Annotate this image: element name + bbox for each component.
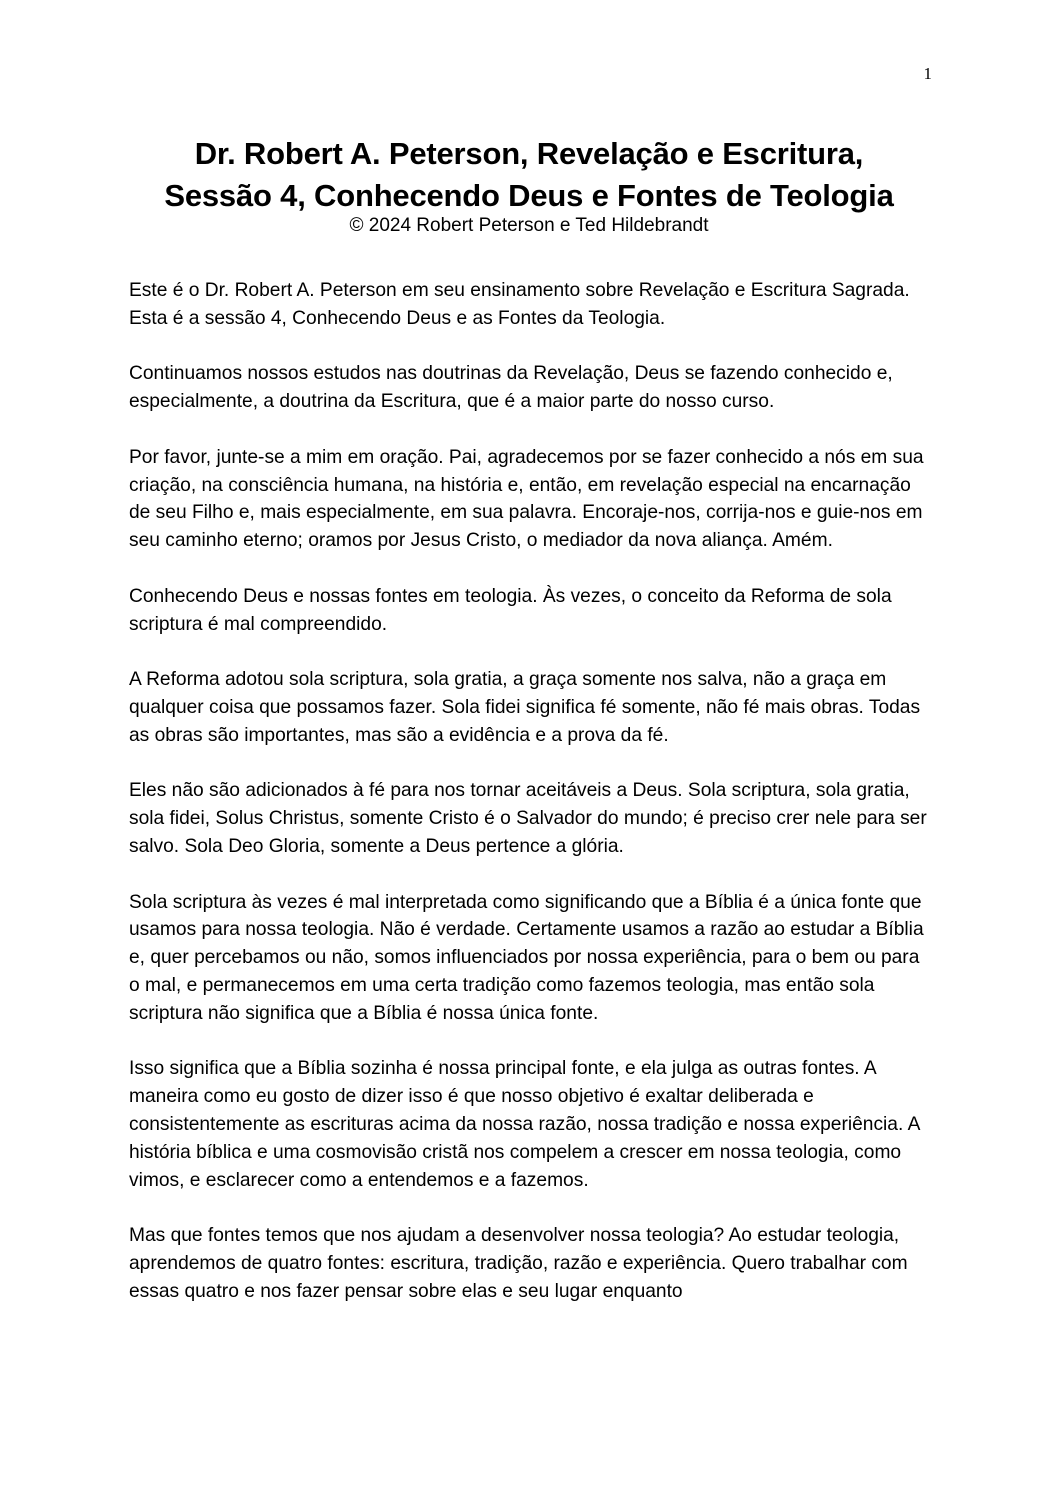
document-header [0,133,1058,239]
paragraph: Continuamos nossos estudos nas doutrinas da Revelação, Deus se fazendo conhecido e, especialmente, a doutrina da Escritura, que é a maior parte do nosso curso. [129,363,893,413]
paragraph: Eles não são adicionados à fé para nos tornar aceitáveis a Deus. Sola scriptura, sola gratia, sola fidei, Solus Christus, somente Cristo é o Salvador do mundo; é preciso crer nele para ser salvo. Sola Deo Gloria, somente a Deus pertence a glória. [129,780,927,857]
copyright-notice: © 2024 Robert Peterson e Ted Hildebrandt [349,215,709,236]
paragraph: Este é o Dr. Robert A. Peterson em seu ensinamento sobre Revelação e Escritura Sagrada. Esta é a sessão 4, Conhecendo Deus e as Fontes da Teologia. [129,280,910,329]
title-line-1: Dr. Robert A. Peterson, Revelação e Escritura, [194,136,864,171]
paragraph: Isso significa que a Bíblia sozinha é nossa principal fonte, e ela julga as outras fontes. A maneira como eu gosto de dizer isso é que nosso objetivo é exaltar deliberada e consistentemente as escrituras acima da nossa razão, nossa tradição e nossa experiência. A história bíblica e uma cosmovisão cristã nos compelem a crescer em nossa teologia, como vimos, e esclarecer como a entendemos e a fazemos. [129,1058,920,1191]
document-body [129,277,929,1333]
title-line-2: Sessão 4, Conhecendo Deus e Fontes de Teologia [164,178,894,213]
paragraph: A Reforma adotou sola scriptura, sola gratia, a graça somente nos salva, não a graça em qualquer coisa que possamos fazer. Sola fidei significa fé somente, não fé mais obras. Todas as obras são importantes, mas são a evidência e a prova da fé. [129,669,921,746]
paragraph: Conhecendo Deus e nossas fontes em teologia. Às vezes, o conceito da Reforma de sola scriptura é mal compreendido. [129,585,892,635]
paragraph: Sola scriptura às vezes é mal interpretada como significando que a Bíblia é a única fonte que usamos para nossa teologia. Não é verdade. Certamente usamos a razão ao estudar a Bíblia e, quer percebamos ou não, somos influenciados por nossa experiência, para o bem ou para o mal, e permanecemos em uma certa tradição como fazemos teologia, mas então sola scriptura não significa que a Bíblia é nossa única fonte. [129,891,924,1024]
paragraph: Por favor, junte-se a mim em oração. Pai, agradecemos por se fazer conhecido a nós em sua criação, na consciência humana, na história e, então, em revelação especial na encarnação de seu Filho e, mais especialmente, em sua palavra. Encoraje-nos, corrija-nos e guie-nos em seu caminho eterno; oramos por Jesus Cristo, o mediador da nova aliança. Amém. [129,446,924,552]
paragraph: Mas que fontes temos que nos ajudam a desenvolver nossa teologia? Ao estudar teologia, aprendemos de quatro fontes: escritura, tradição, razão e experiência. Quero trabalhar com essas quatro e nos fazer pensar sobre elas e seu lugar enquanto [129,1225,908,1302]
page-number: 1 [923,64,932,83]
